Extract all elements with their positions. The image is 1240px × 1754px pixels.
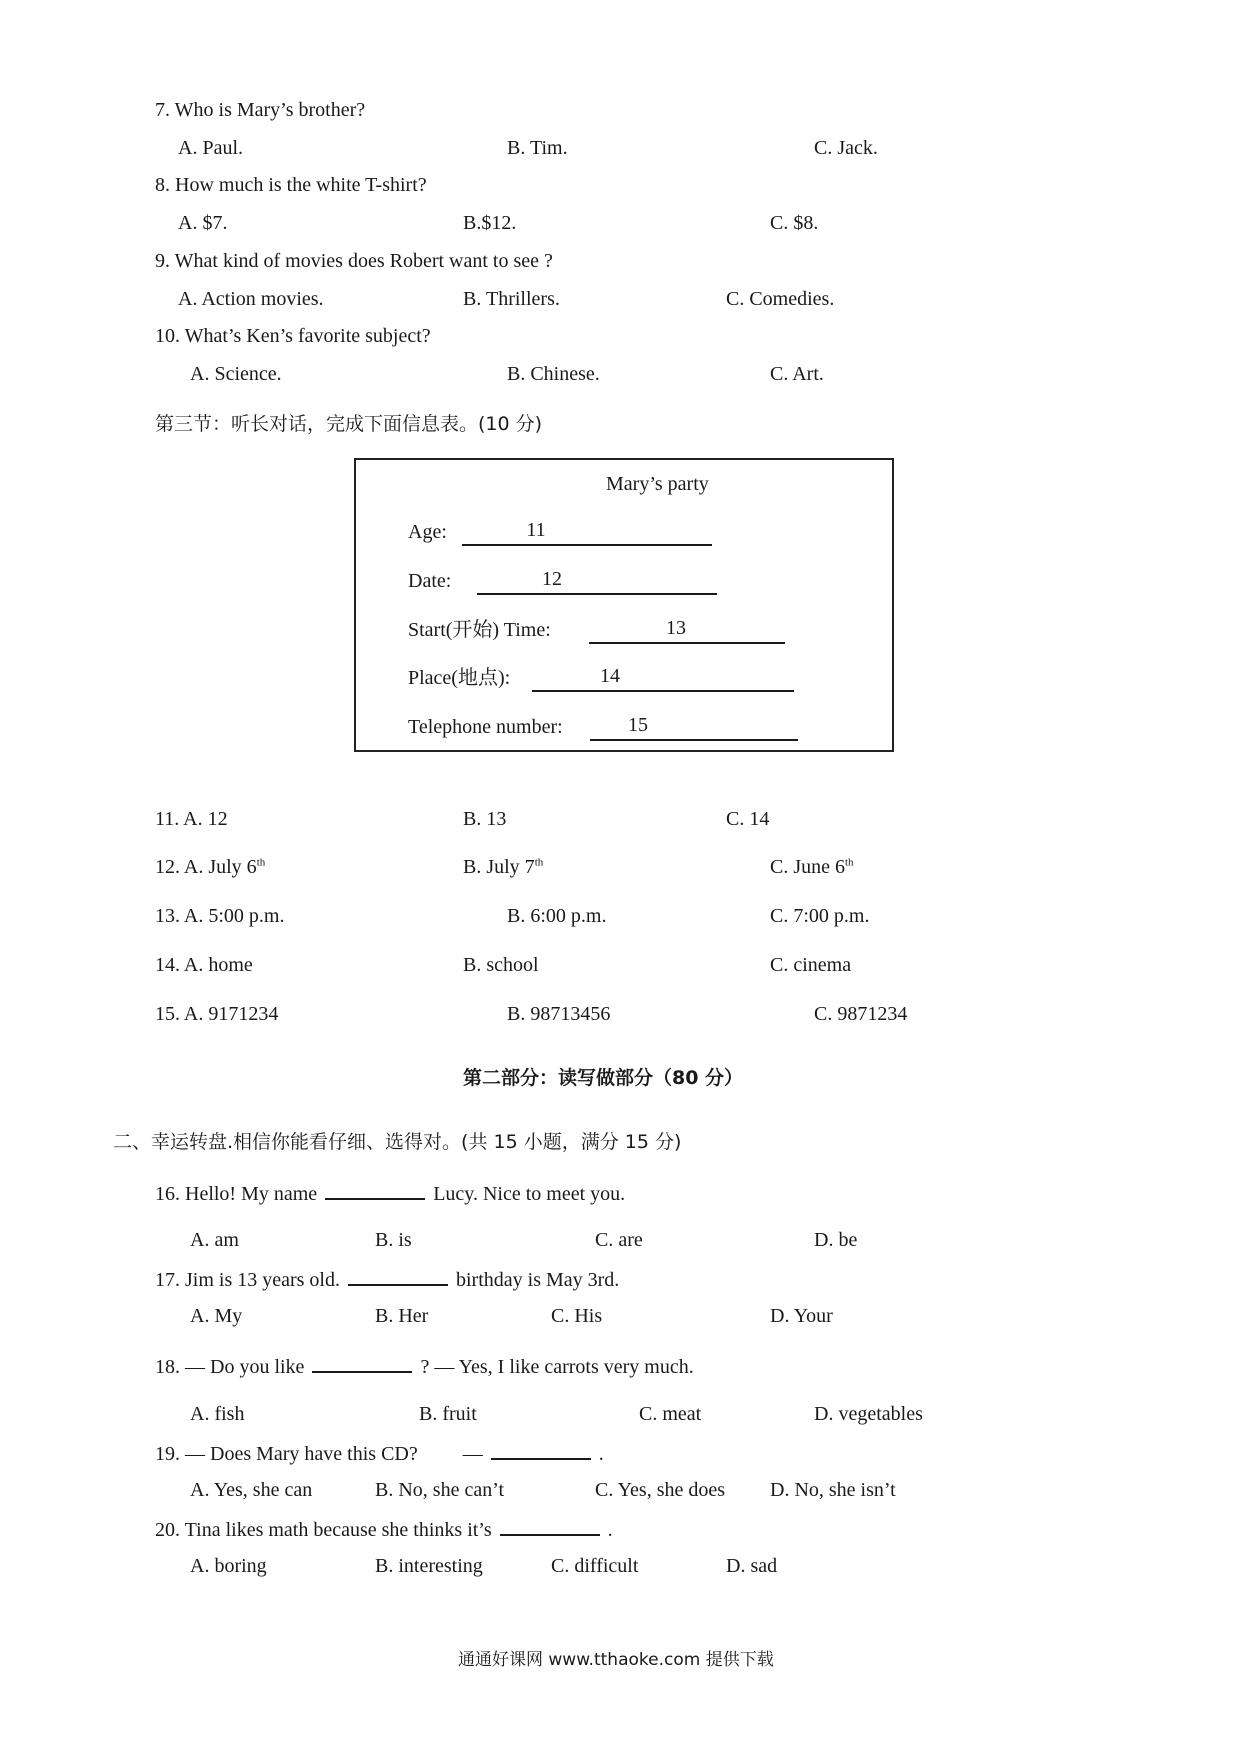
option-18c: C. meat: [639, 1403, 702, 1425]
field-line-place: [532, 666, 794, 692]
option-7c: C. Jack.: [814, 137, 878, 159]
option-19b: B. No, she can’t: [375, 1479, 505, 1501]
option-7a: A. Paul.: [178, 137, 243, 159]
option-20d: D. sad: [726, 1555, 778, 1577]
part2-heading: 第二部分：读写做部分（80 分）: [463, 1067, 744, 1089]
question-19: 19. — Does Mary have this CD? — .: [155, 1440, 604, 1466]
option-18a: A. fish: [190, 1403, 245, 1425]
option-16b: B. is: [375, 1229, 412, 1251]
option-7b: B. Tim.: [507, 137, 568, 159]
option-17a: A. My: [190, 1305, 243, 1327]
field-line-age: [462, 520, 712, 546]
answer-15a: 15. A. 9171234: [155, 1003, 279, 1025]
option-10b: B. Chinese.: [507, 363, 600, 385]
option-19d: D. No, she isn’t: [770, 1479, 896, 1501]
answer-blank: [325, 1180, 425, 1200]
answer-13c: C. 7:00 p.m.: [770, 905, 870, 927]
option-10a: A. Science.: [190, 363, 282, 385]
field-line-date: [477, 569, 717, 595]
answer-14a: 14. A. home: [155, 954, 253, 976]
answer-13a: 13. A. 5:00 p.m.: [155, 905, 285, 927]
option-16a: A. am: [190, 1229, 239, 1251]
field-label-age: Age:: [408, 521, 447, 543]
option-8a: A. $7.: [178, 212, 228, 234]
field-label-start-time: Start(开始) Time:: [408, 619, 551, 641]
answer-11b: B. 13: [463, 808, 507, 830]
question-9: 9. What kind of movies does Robert want to see ?: [155, 250, 553, 272]
option-9b: B. Thrillers.: [463, 288, 560, 310]
field-number-place: 14: [600, 665, 620, 687]
field-number-date: 12: [542, 568, 562, 590]
answer-blank: [491, 1440, 591, 1460]
answer-14b: B. school: [463, 954, 539, 976]
option-18b: B. fruit: [419, 1403, 477, 1425]
option-17c: C. His: [551, 1305, 603, 1327]
question-18: 18. — Do you like ? — Yes, I like carrots very much.: [155, 1353, 694, 1379]
option-19c: C. Yes, she does: [595, 1479, 726, 1501]
field-label-place: Place(地点):: [408, 667, 511, 689]
section3-heading: 第三节：听长对话，完成下面信息表。(10 分): [155, 413, 543, 435]
field-number-start-time: 13: [666, 617, 686, 639]
option-9c: C. Comedies.: [726, 288, 835, 310]
field-number-age: 11: [526, 519, 546, 541]
question-8: 8. How much is the white T-shirt?: [155, 174, 427, 196]
answer-11a: 11. A. 12: [155, 808, 228, 830]
option-10c: C. Art.: [770, 363, 824, 385]
answer-13b: B. 6:00 p.m.: [507, 905, 607, 927]
answer-15b: B. 98713456: [507, 1003, 611, 1025]
question-20: 20. Tina likes math because she thinks it’s .: [155, 1516, 613, 1542]
section2-heading: 二、幸运转盘.相信你能看仔细、选得对。(共 15 小题，满分 15 分): [113, 1131, 682, 1153]
party-info-box: [354, 458, 894, 752]
answer-12b: B. July 7th: [463, 856, 544, 878]
option-16c: C. are: [595, 1229, 643, 1251]
question-10: 10. What’s Ken’s favorite subject?: [155, 325, 431, 347]
question-16: 16. Hello! My name Lucy. Nice to meet you.: [155, 1180, 625, 1206]
option-18d: D. vegetables: [814, 1403, 923, 1425]
option-20a: A. boring: [190, 1555, 267, 1577]
answer-blank: [348, 1266, 448, 1286]
answer-15c: C. 9871234: [814, 1003, 908, 1025]
option-19a: A. Yes, she can: [190, 1479, 313, 1501]
footer-download-note: 通通好课网 www.tthaoke.com 提供下载: [458, 1650, 774, 1670]
answer-12a: 12. A. July 6th: [155, 856, 266, 878]
answer-blank: [312, 1353, 412, 1373]
option-16d: D. be: [814, 1229, 858, 1251]
option-17d: D. Your: [770, 1305, 833, 1327]
option-20c: C. difficult: [551, 1555, 639, 1577]
option-9a: A. Action movies.: [178, 288, 324, 310]
answer-12c: C. June 6th: [770, 856, 854, 878]
option-17b: B. Her: [375, 1305, 429, 1327]
answer-blank: [500, 1516, 600, 1536]
option-20b: B. interesting: [375, 1555, 483, 1577]
answer-14c: C. cinema: [770, 954, 852, 976]
field-label-date: Date:: [408, 570, 452, 592]
field-label-telephone: Telephone number:: [408, 716, 563, 738]
question-17: 17. Jim is 13 years old. birthday is May 3rd.: [155, 1266, 619, 1292]
question-7: 7. Who is Mary’s brother?: [155, 99, 366, 121]
party-title: Mary’s party: [606, 473, 709, 495]
answer-11c: C. 14: [726, 808, 770, 830]
field-number-telephone: 15: [628, 714, 648, 736]
option-8c: C. $8.: [770, 212, 819, 234]
option-8b: B.$12.: [463, 212, 517, 234]
